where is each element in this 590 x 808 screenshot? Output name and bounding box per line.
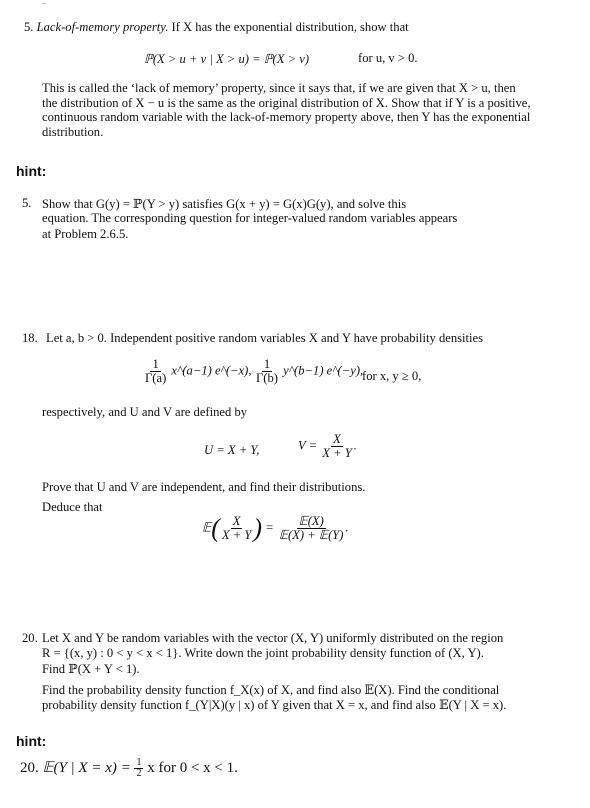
problem-5-condition: for u, v > 0. bbox=[358, 51, 418, 65]
fraction: $\frac{1}{2}$ bbox=[136, 757, 142, 780]
problem-title: Lack-of-memory property. bbox=[36, 20, 169, 34]
fraction: $\frac{\text{𝔼(X)}}{\text{𝔼(X) + 𝔼(Y)}}$ bbox=[278, 514, 344, 542]
problem-18-number: 18. bbox=[22, 331, 38, 345]
problem-intro: If X has the exponential distribution, show that bbox=[171, 20, 409, 34]
problem-20-line: Find the probability density function f_X(x) of X, and find also 𝔼(X). Find the conditional bbox=[42, 683, 500, 697]
hint-20-number: 20. bbox=[20, 760, 39, 776]
problem-5-body: This is called the ‘lack of memory’ property, since it says that, if we are given that X > u, then the distribution of X − u is the same as the original distribution of X. Show that if Y is a positive, continuous random variable with the lack-of-memory property above, then Y has the exponential distribution. bbox=[42, 81, 531, 139]
expectation-equation: 𝔼( $\frac{X}{X + Y}$ ) = $\frac{\text{𝔼(X)}}{\text{𝔼(X) + 𝔼(Y)}}$ . bbox=[202, 513, 349, 543]
density-y: $\frac{1}{\Gamma(b)}$ y^(b−1) e^(−y), bbox=[256, 357, 364, 385]
density-condition: for x, y ≥ 0, bbox=[362, 369, 422, 383]
fraction: $\frac{1}{\Gamma(a)}$ bbox=[145, 357, 167, 385]
u-definition: U = X + Y, bbox=[204, 443, 260, 457]
problem-20-line: Find ℙ(X + Y < 1). bbox=[42, 662, 140, 676]
problem-18-deduce: Deduce that bbox=[42, 500, 103, 514]
problem-20-line: probability density function f_(Y|X)(y | x) of Y given that X = x, and find also 𝔼(Y | X = x). bbox=[42, 698, 507, 712]
scan-mark: ¯ bbox=[42, 2, 47, 12]
hint-label: hint: bbox=[16, 163, 47, 179]
hint-5-number: 5. bbox=[22, 196, 32, 210]
hint-5-line: Show that G(y) = ℙ(Y > y) satisfies G(x + y) = G(x)G(y), and solve this bbox=[42, 197, 407, 211]
problem-18-prove: Prove that U and V are independent, and find their distributions. bbox=[42, 480, 366, 494]
problem-5-heading bbox=[24, 20, 409, 35]
fraction: $\frac{X}{X + Y}$ bbox=[221, 514, 252, 542]
problem-18-respectively: respectively, and U and V are defined by bbox=[42, 405, 248, 419]
hint-5-line: equation. The corresponding question for integer-valued random variables appears bbox=[42, 211, 458, 225]
problem-number: 5. bbox=[24, 20, 34, 34]
problem-20-line: R = {(x, y) : 0 < y < x < 1}. Write down the joint probability density function of (X, Y). bbox=[42, 646, 484, 660]
density-x: $\frac{1}{\Gamma(a)}$ x^(a−1) e^(−x), bbox=[145, 357, 252, 385]
hint-5-line: at Problem 2.6.5. bbox=[42, 227, 129, 241]
hint-20: 20. 𝔼(Y | X = x) = $\frac{1}{2}$ x for 0 < x < 1. bbox=[20, 757, 238, 780]
fraction: $\frac{1}{\Gamma(b)}$ bbox=[256, 357, 278, 385]
fraction: $\frac{X}{X + Y}$ bbox=[322, 432, 352, 460]
problem-5-equation: ℙ(X > u + v | X > u) = ℙ(X > v) bbox=[144, 52, 310, 66]
problem-20-line: Let X and Y be random variables with the vector (X, Y) uniformly distributed on the region bbox=[42, 631, 504, 645]
problem-18-intro: Let a, b > 0. Independent positive random variables X and Y have probability densities bbox=[46, 331, 484, 345]
hint-label: hint: bbox=[16, 733, 47, 749]
problem-20-number: 20. bbox=[22, 631, 38, 645]
v-definition: V = $\frac{X}{X + Y}$ . bbox=[298, 432, 357, 460]
